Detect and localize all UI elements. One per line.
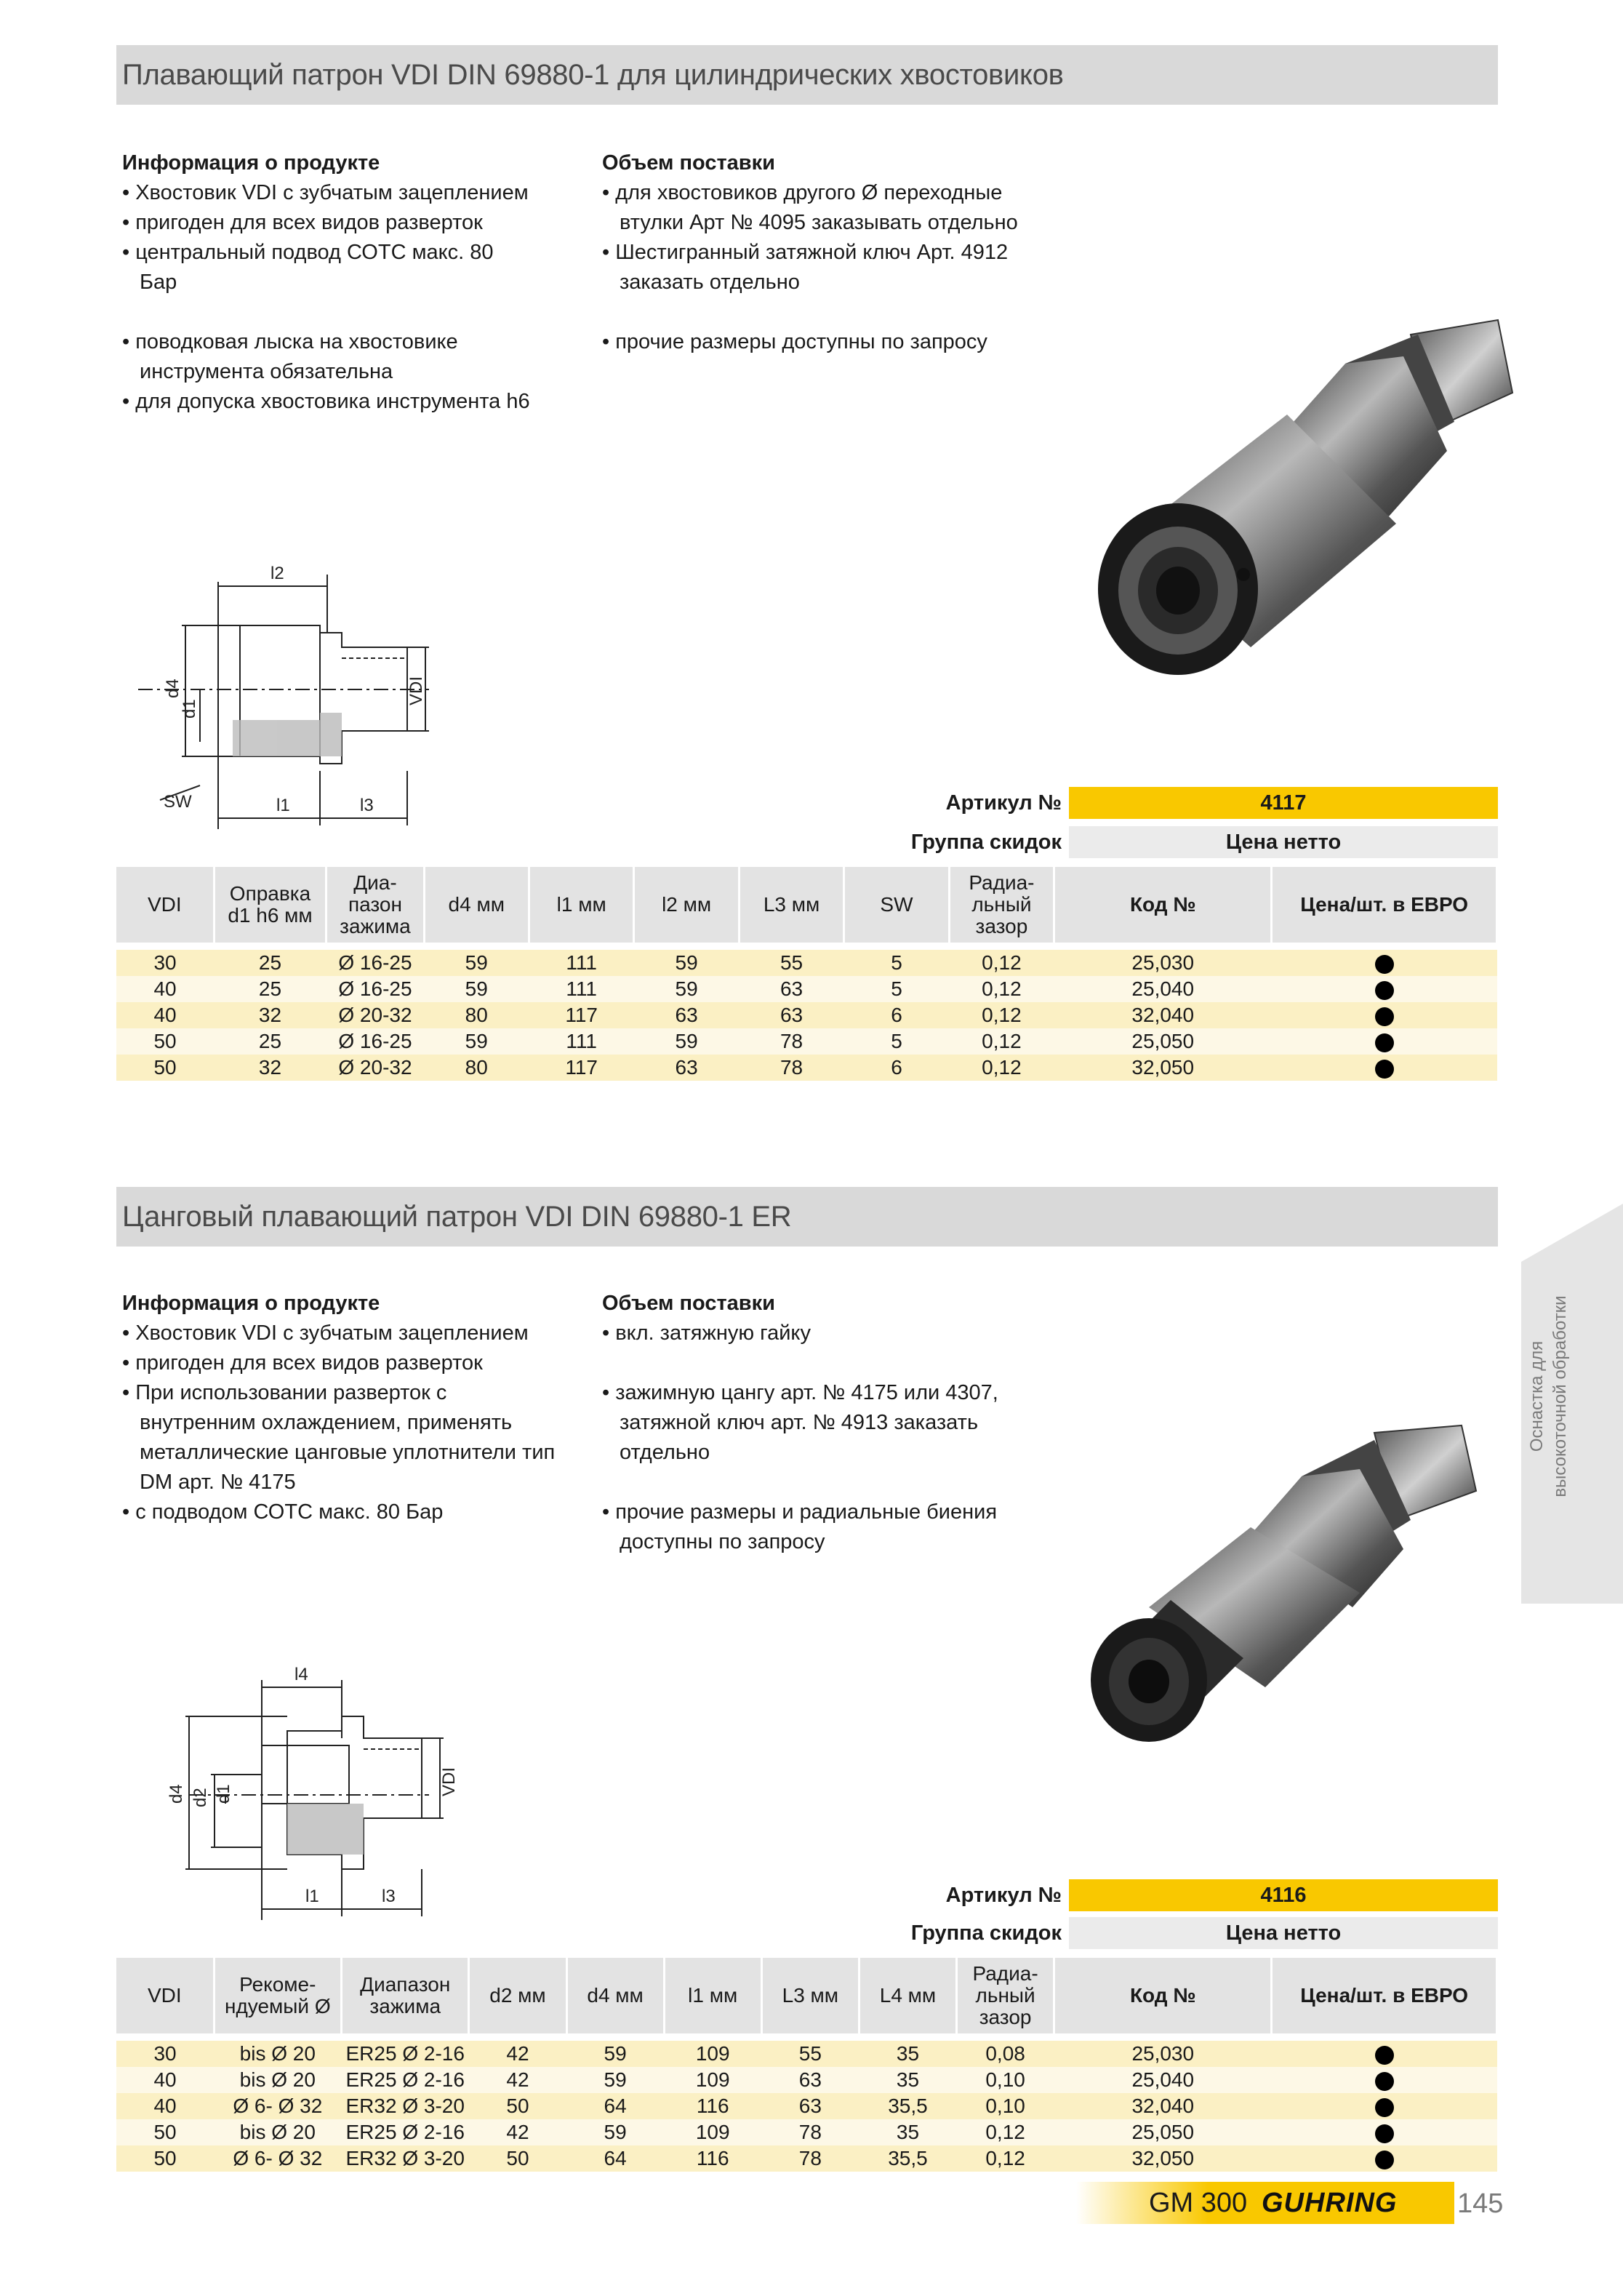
info-item: • центральный подвод СОТС макс. 80 Бар <box>122 241 494 294</box>
catalog-code: GM 300 <box>1149 2188 1248 2218</box>
info-item: • Хвостовик VDI с зубчатым зацеплением <box>122 1321 529 1345</box>
section1-product-info <box>122 148 573 417</box>
delivery-item: • Шестигранный затяжной ключ Арт. 4912 заказать отдельно <box>602 241 1009 294</box>
col-header: l1 мм <box>529 867 633 943</box>
info-item: • пригоден для всех видов разверток <box>122 211 483 234</box>
col-header: Диапазон зажима <box>342 1958 469 2033</box>
col-header: Цена/шт. в ЕВРО <box>1272 1958 1497 2033</box>
availability-dot <box>1375 2046 1394 2065</box>
col-header: VDI <box>116 1958 214 2033</box>
table-row: 30 25 Ø 16-25 59 111 59 55 5 0,12 25,030 <box>116 950 1497 976</box>
table-row: 30 bis Ø 20 ER25 Ø 2-16 42 59 109 55 35 0,08 25,030 <box>116 2041 1497 2067</box>
col-header: VDI <box>116 867 214 943</box>
info-item: • При использовании разверток с внутренним охлаждением, применять металлические цанговые уплотнители тип DM арт. № 4175 <box>122 1381 556 1494</box>
product-photo-floating-holder <box>1069 305 1520 713</box>
col-header: Цена/шт. в ЕВРО <box>1272 867 1497 943</box>
price-type: Цена нетто <box>1069 826 1498 858</box>
availability-dot <box>1375 1060 1394 1079</box>
section2-delivery <box>602 1289 1038 1557</box>
col-header: Код № <box>1054 1958 1272 2033</box>
availability-dot <box>1375 2072 1394 2091</box>
delivery-item: • зажимную цангу арт. № 4175 или 4307, затяжной ключ арт. № 4913 заказать отдельно <box>602 1381 998 1464</box>
table-row: 40 25 Ø 16-25 59 111 59 63 5 0,12 25,040 <box>116 976 1497 1002</box>
product-photo-collet-holder <box>1083 1418 1491 1767</box>
col-header: l2 мм <box>634 867 739 943</box>
drawing-label-vdi: VDI <box>406 676 426 705</box>
section1-delivery <box>602 148 1038 357</box>
spec-table-2 <box>116 1958 1498 2172</box>
col-header: Код № <box>1054 867 1272 943</box>
col-header: L3 мм <box>739 867 843 943</box>
drawing-label-l3: l3 <box>382 1887 396 1906</box>
drawing-label-l1: l1 <box>276 796 290 815</box>
section1-title: Плавающий патрон VDI DIN 69880-1 для цилиндрических хвостовиков <box>116 45 1498 105</box>
table-row: 40 Ø 6- Ø 32 ER32 Ø 3-20 50 64 116 63 35,5 0,10 32,040 <box>116 2093 1497 2119</box>
delivery-item: • прочие размеры доступны по запросу <box>602 330 987 353</box>
col-header: d4 мм <box>424 867 529 943</box>
delivery-item: • вкл. затяжную гайку <box>602 1321 811 1345</box>
info-item: • поводковая лыска на хвостовике инструмента обязательна <box>122 330 458 383</box>
spec-table-1 <box>116 867 1498 1081</box>
drawing-label-d1: d1 <box>180 699 199 719</box>
brand-logo: GUHRING <box>1262 2188 1398 2218</box>
table-row: 40 32 Ø 20-32 80 117 63 63 6 0,12 32,040 <box>116 1002 1497 1028</box>
article-number: 4116 <box>1069 1879 1498 1911</box>
availability-dot <box>1375 1007 1394 1026</box>
article-label: Артикул № <box>945 791 1062 815</box>
info-heading: Информация о продукте <box>122 151 380 175</box>
technical-drawing-2 <box>109 1658 691 1935</box>
info-item: • пригоден для всех видов разверток <box>122 1351 483 1375</box>
availability-dot <box>1375 981 1394 1000</box>
delivery-item: • для хвостовиков другого Ø переходные втулки Арт № 4095 заказывать отдельно <box>602 181 1018 234</box>
technical-drawing-1 <box>109 553 691 844</box>
col-header: d4 мм <box>566 1958 664 2033</box>
drawing-label-d4: d4 <box>167 1784 186 1804</box>
col-header: L4 мм <box>859 1958 956 2033</box>
article-number: 4117 <box>1069 787 1498 819</box>
col-header: SW <box>844 867 949 943</box>
drawing-label-l1: l1 <box>305 1887 319 1906</box>
section2-product-info <box>122 1289 573 1527</box>
table-row: 50 bis Ø 20 ER25 Ø 2-16 42 59 109 78 35 0,12 25,050 <box>116 2119 1497 2145</box>
availability-dot <box>1375 2124 1394 2143</box>
drawing-label-vdi: VDI <box>439 1767 459 1796</box>
side-tab-label: Оснастка для высокоточной обработки <box>1527 1295 1570 1497</box>
availability-dot <box>1375 955 1394 974</box>
drawing-label-sw: SW <box>164 792 192 812</box>
delivery-heading: Объем поставки <box>602 1292 775 1315</box>
article-label: Артикул № <box>945 1884 1062 1907</box>
col-header: Оправка d1 h6 мм <box>214 867 326 943</box>
drawing-label-d4: d4 <box>163 679 183 698</box>
availability-dot <box>1375 2151 1394 2169</box>
col-header: Диа-пазон зажима <box>326 867 424 943</box>
info-heading: Информация о продукте <box>122 1292 380 1315</box>
drawing-label-l2: l2 <box>270 564 284 583</box>
delivery-heading: Объем поставки <box>602 151 775 175</box>
table-row: 50 32 Ø 20-32 80 117 63 78 6 0,12 32,050 <box>116 1055 1497 1081</box>
info-item: • с подводом СОТС макс. 80 Бар <box>122 1500 444 1524</box>
info-item: • для допуска хвостовика инструмента h6 <box>122 390 530 413</box>
col-header: L3 мм <box>761 1958 859 2033</box>
drawing-label-d1: d1 <box>214 1784 233 1804</box>
info-item: • Хвостовик VDI с зубчатым зацеплением <box>122 181 529 204</box>
col-header: Рекоме-ндуемый Ø <box>214 1958 341 2033</box>
section2-title: Цанговый плавающий патрон VDI DIN 69880-1 ER <box>116 1187 1498 1247</box>
page-number: 145 <box>1457 2188 1504 2219</box>
availability-dot <box>1375 2098 1394 2117</box>
table-row: 50 25 Ø 16-25 59 111 59 78 5 0,12 25,050 <box>116 1028 1497 1055</box>
table-row: 40 bis Ø 20 ER25 Ø 2-16 42 59 109 63 35 0,10 25,040 <box>116 2067 1497 2093</box>
table-row: 50 Ø 6- Ø 32 ER32 Ø 3-20 50 64 116 78 35,5 0,12 32,050 <box>116 2145 1497 2172</box>
drawing-label-l3: l3 <box>360 796 374 815</box>
col-header: l1 мм <box>664 1958 761 2033</box>
price-type: Цена нетто <box>1069 1917 1498 1949</box>
discount-group-label: Группа скидок <box>910 831 1062 854</box>
col-header: d2 мм <box>469 1958 566 2033</box>
delivery-item: • прочие размеры и радиальные биения доступны по запросу <box>602 1500 998 1553</box>
col-header: Радиа-льный зазор <box>957 1958 1054 2033</box>
availability-dot <box>1375 1033 1394 1052</box>
col-header: Радиа-льный зазор <box>949 867 1054 943</box>
drawing-label-d2: d2 <box>191 1788 210 1807</box>
drawing-label-l4: l4 <box>294 1665 308 1684</box>
discount-group-label: Группа скидок <box>910 1921 1062 1945</box>
